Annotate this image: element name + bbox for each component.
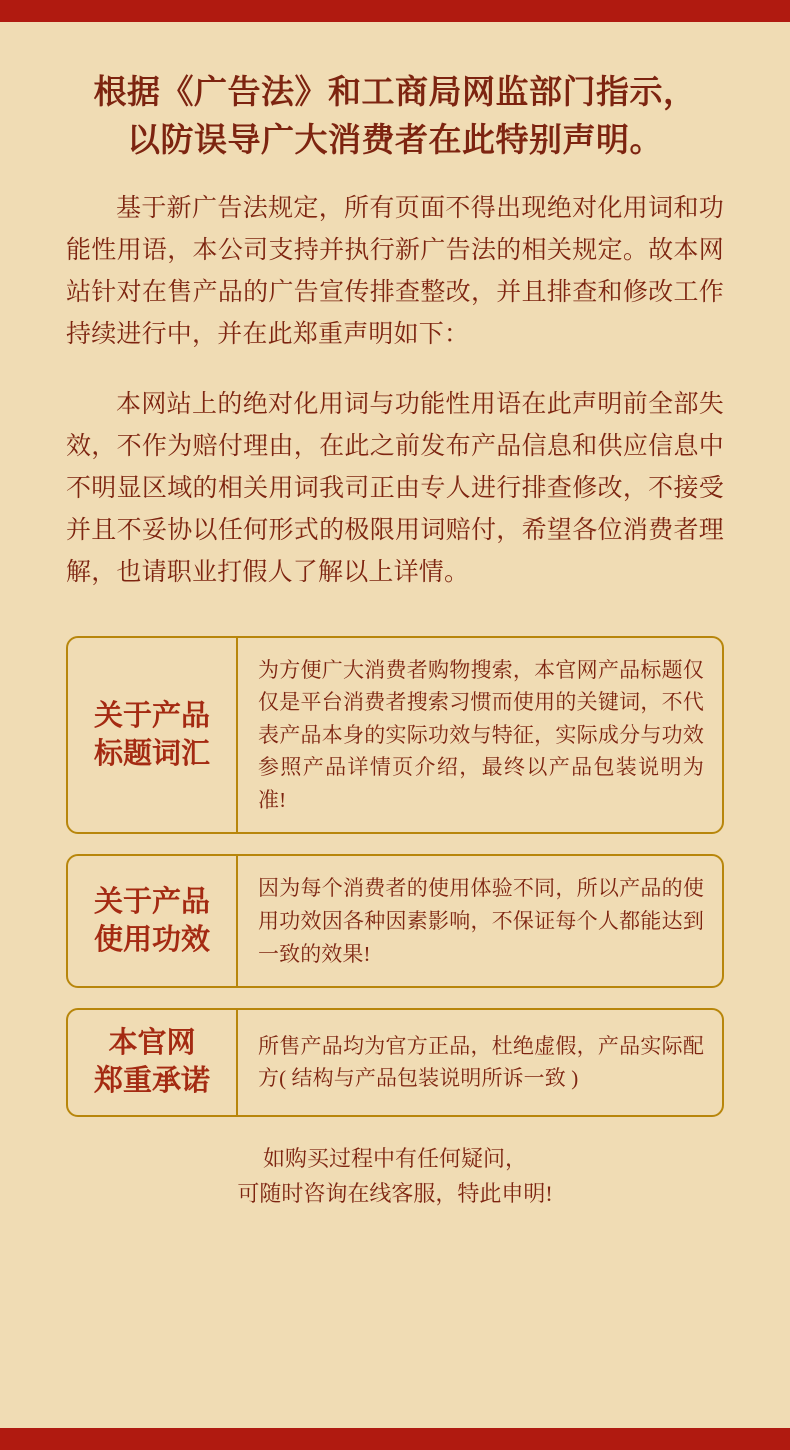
statement-box-title-line-2: 郑重承诺 — [93, 1065, 210, 1098]
page-title-line-2: 以防误导广大消费者在此特别声明。 — [127, 122, 663, 159]
statement-box-title — [68, 856, 238, 986]
statement-box-title — [68, 1010, 238, 1115]
statement-box-title-line-2: 标题词汇 — [93, 738, 210, 771]
footer-note-line-2: 可随时咨询在线客服，特此申明! — [237, 1180, 553, 1206]
statement-box — [66, 1008, 724, 1117]
footer-note — [66, 1141, 724, 1211]
top-accent-bar — [0, 0, 790, 22]
statement-box-title-line-1: 关于产品 — [93, 885, 210, 918]
statement-box-body: 为方便广大消费者购物搜索，本官网产品标题仅仅是平台消费者搜索习惯而使用的关键词，不代表产品本身的实际功效与特征，实际成分与功效参照产品详情页介绍，最终以产品包装说明为准! — [258, 657, 704, 812]
statement-paragraph-1: 基于新广告法规定，所有页面不得出现绝对化用词和功能性用语，本公司支持并执行新广告法的相关规定。故本网站针对在售产品的广告宣传排查整改，并且排查和修改工作持续进行中，并在此郑重声明如下： — [66, 194, 724, 348]
bottom-accent-bar — [0, 1428, 790, 1450]
statement-box-title-line-1: 本官网 — [108, 1027, 196, 1060]
statement-box-title — [68, 638, 238, 833]
statement-box — [66, 636, 724, 835]
page-title — [66, 70, 724, 166]
footer-note-line-1: 如购买过程中有任何疑问， — [262, 1145, 527, 1171]
statement-box-body: 因为每个消费者的使用体验不同，所以产品的使用功效因各种因素影响，不保证每个人都能达到一致的效果! — [258, 876, 704, 966]
statement-box-list — [66, 636, 724, 1117]
statement-box-title-line-2: 使用功效 — [93, 924, 210, 957]
statement-box-title-line-1: 关于产品 — [93, 699, 210, 732]
content-area — [0, 22, 790, 1428]
statement-box — [66, 854, 724, 988]
page-title-line-1: 根据《广告法》和工商局网监部门指示， — [93, 75, 697, 111]
statement-box-body: 所售产品均为官方正品，杜绝虚假，产品实际配方( 结构与产品包装说明所诉一致 ) — [258, 1033, 704, 1091]
statement-paragraph-2: 本网站上的绝对化用词与功能性用语在此声明前全部失效，不作为赔付理由，在此之前发布产品信息和供应信息中不明显区域的相关用词我司正由专人进行排查修改，不接受并且不妥协以任何形式的极限用词赔付，希望各位消费者理解，也请职业打假人了解以上详情。 — [66, 390, 724, 586]
